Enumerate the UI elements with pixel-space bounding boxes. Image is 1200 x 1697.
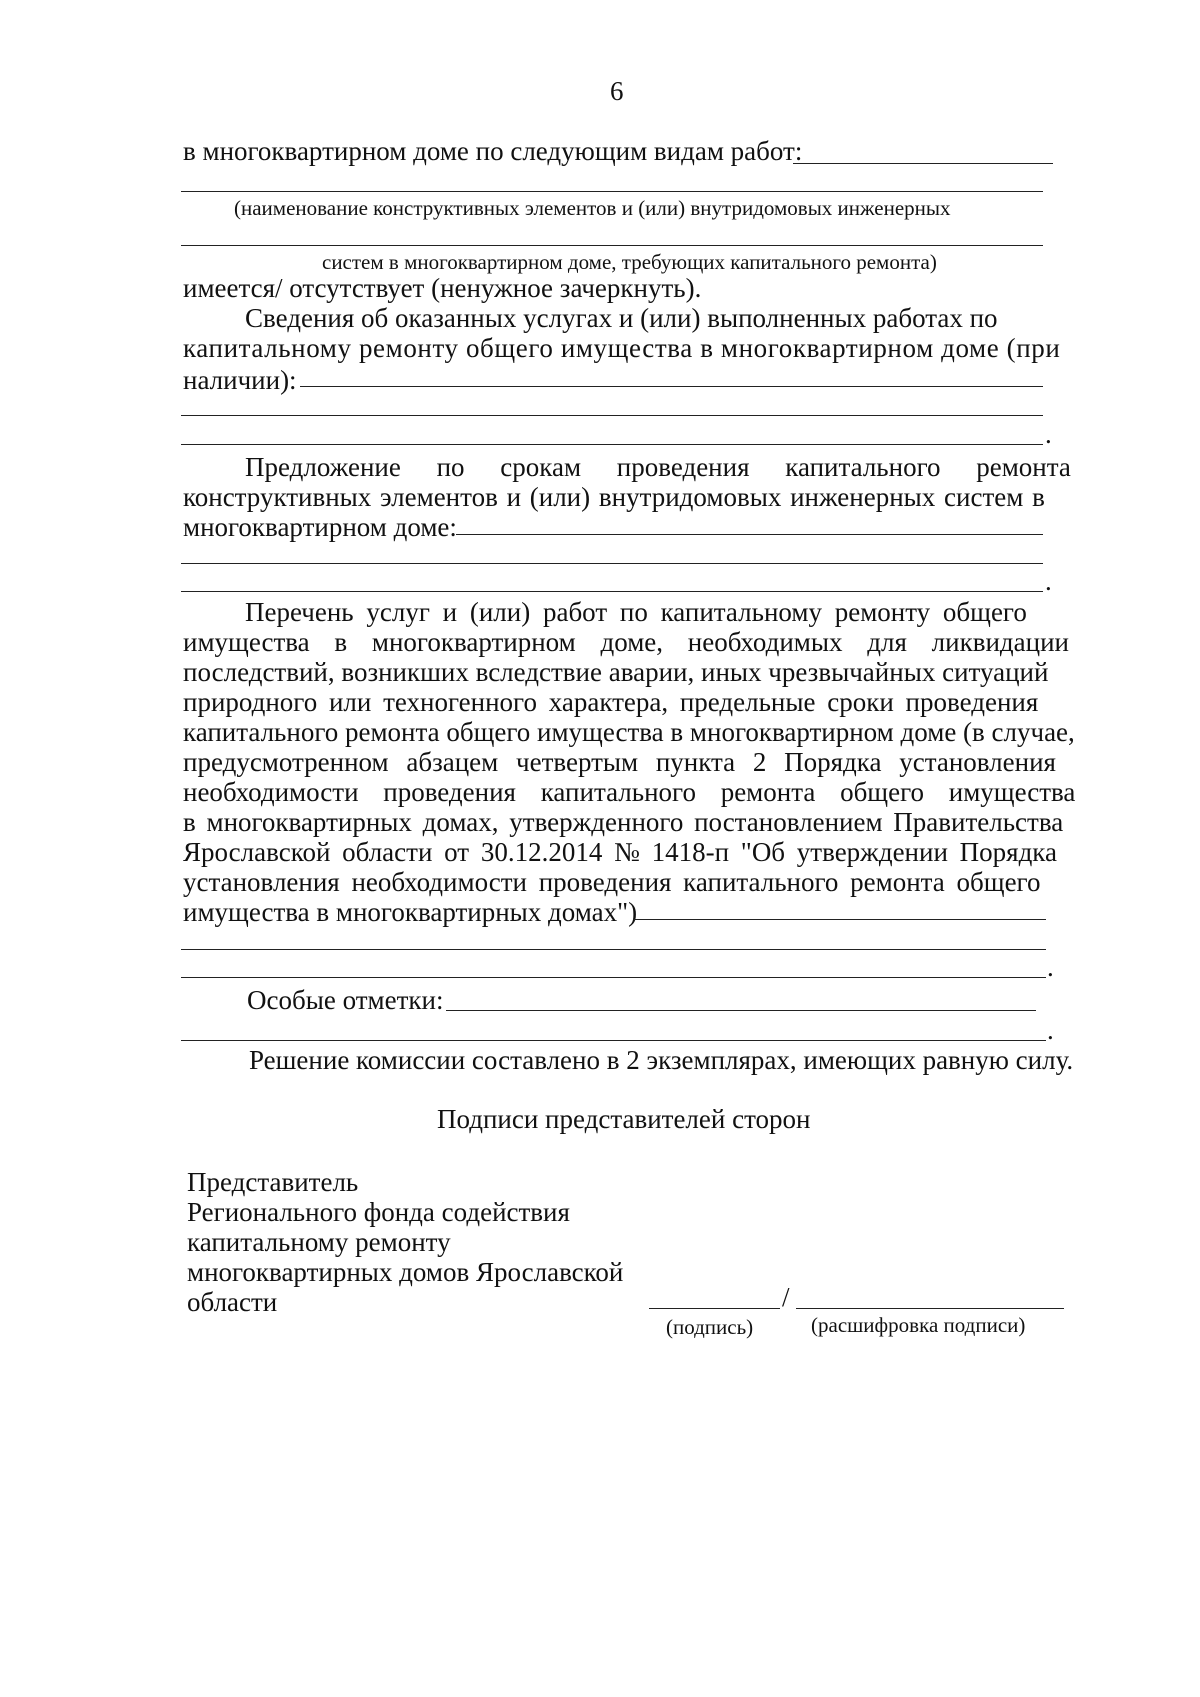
services-blank-line-2 <box>181 415 1043 416</box>
services-blank-line-3 <box>181 444 1043 445</box>
emergency-line-2: имущества в многоквартирном доме, необходимых для ликвидации <box>183 627 1069 657</box>
signature-slash: / <box>782 1282 790 1312</box>
services-line-1 <box>245 303 1055 333</box>
proposal-line-3: многоквартирном доме: <box>183 512 457 542</box>
decoding-caption: (расшифровка подписи) <box>811 1313 1026 1337</box>
services-line-3: наличии): <box>183 365 297 395</box>
present-absent-text: имеется/ отсутствует (ненужное зачеркнуть). <box>183 273 702 303</box>
emergency-blank-line-2 <box>181 949 1046 950</box>
emergency-period: . <box>1047 952 1054 982</box>
special-notes-blank-line-2 <box>181 1040 1046 1041</box>
emergency-line-6: предусмотренном абзацем четвертым пункта 2 Порядка установления <box>183 747 1056 777</box>
services-line-2: капитальному ремонту общего имущества в многоквартирном доме (при <box>183 333 1061 363</box>
emergency-blank-line-1 <box>633 919 1046 920</box>
signature-decoding-line <box>796 1308 1064 1309</box>
proposal-line-2: конструктивных элементов и (или) внутридомовых инженерных систем в <box>183 482 1045 512</box>
caption-systems: систем в многоквартирном доме, требующих капитального ремонта) <box>322 250 937 274</box>
works-blank-line-2 <box>181 191 1043 192</box>
special-notes-label: Особые отметки: <box>247 985 444 1015</box>
representative-line-4: многоквартирных домов Ярославской <box>187 1257 624 1287</box>
emergency-line-5: капитального ремонта общего имущества в многоквартирном доме (в случае, <box>183 717 1075 747</box>
representative-line-5: области <box>187 1287 278 1317</box>
representative-line-2: Регионального фонда содействия <box>187 1197 570 1227</box>
caption-elements: (наименование конструктивных элементов и (или) внутридомовых инженерных <box>234 196 951 220</box>
emergency-line-1: Перечень услуг и (или) работ по капитальному ремонту общего <box>245 597 1027 627</box>
proposal-blank-line-3 <box>181 591 1043 592</box>
representative-line-1: Представитель <box>187 1167 359 1197</box>
emergency-blank-line-3 <box>181 977 1046 978</box>
services-blank-line-1 <box>300 386 1043 387</box>
signature-line <box>649 1308 780 1309</box>
special-notes-period: . <box>1047 1015 1054 1045</box>
decision-text: Решение комиссии составлено в 2 экземплярах, имеющих равную силу. <box>249 1045 1074 1075</box>
proposal-blank-line-2 <box>181 563 1043 564</box>
page-number: 6 <box>610 76 624 106</box>
emergency-line-10: установления необходимости проведения капитального ремонта общего <box>183 867 1041 897</box>
signature-caption: (подпись) <box>666 1315 754 1339</box>
signatures-heading: Подписи представителей сторон <box>437 1104 811 1134</box>
proposal-blank-line-1 <box>456 534 1043 535</box>
emergency-line-3: последствий, возникших вследствие аварии, иных чрезвычайных ситуаций <box>183 657 1049 687</box>
services-line-1-text: Сведения об оказанных услугах и (или) выполненных работах по <box>245 303 998 333</box>
works-line-text: в многоквартирном доме по следующим видам работ: <box>183 136 803 166</box>
proposal-period: . <box>1045 566 1052 596</box>
representative-line-3: капитальному ремонту <box>187 1227 451 1257</box>
emergency-line-8: в многоквартирных домах, утвержденного постановлением Правительства <box>183 807 1064 837</box>
emergency-line-7: необходимости проведения капитального ремонта общего имущества <box>183 777 1076 807</box>
emergency-line-9: Ярославской области от 30.12.2014 № 1418-п "Об утверждении Порядка <box>183 837 1057 867</box>
works-blank-line-3 <box>181 245 1043 246</box>
services-period: . <box>1045 419 1052 449</box>
proposal-line-1: Предложение по срокам проведения капитального ремонта <box>245 452 1071 482</box>
emergency-line-4: природного или техногенного характера, предельные сроки проведения <box>183 687 1039 717</box>
works-blank-line <box>793 163 1053 164</box>
emergency-last-line: имущества в многоквартирных домах") <box>183 897 638 927</box>
special-notes-blank-line-1 <box>446 1010 1036 1011</box>
